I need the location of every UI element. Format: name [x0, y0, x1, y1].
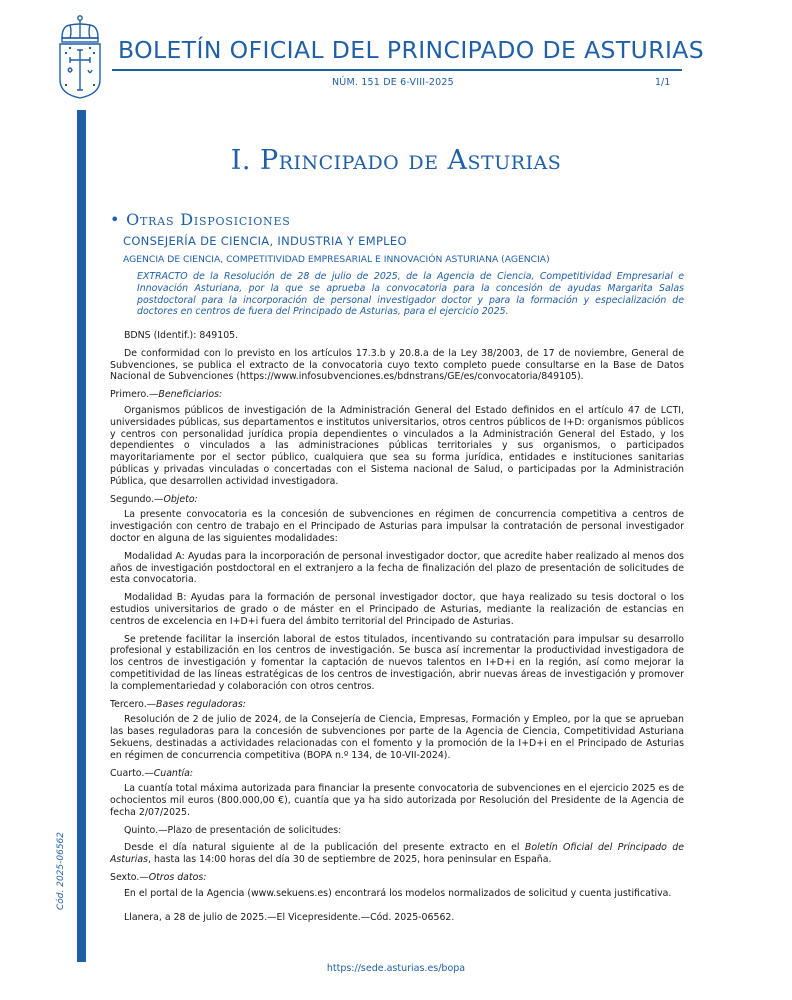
bdns-id: BDNS (Identif.): 849105. [124, 330, 239, 341]
issue-number: NÚM. 151 DE 6-VIII-2025 [332, 77, 454, 88]
extract-title: EXTRACTO de la Resolución de 28 de julio de 2025, de la Agencia de Ciencia, Competitividad Empresarial e Innovación Asturiana, por la que se aprueba la convocatoria para la concesión de ayudas Margarita Salas postdoctoral para la incorporación de personal investigador doctor y para la formación y especialización de doctores en centros de fuera del Principado de Asturias, para el ejercicio 2025. [137, 271, 684, 318]
section-heading-primero: Primero.—Beneficiarios: [110, 389, 223, 401]
quinto-paragraph: Desde el día natural siguiente al de la publicación del presente extracto en el Boletín Oficial del Principado de Asturias, hasta las 14:00 horas del día 30 de septiembre de 2025, hora peninsular en España. [110, 842, 684, 866]
cuarto-paragraph: La cuantía total máxima autorizada para financiar la presente convocatoria de subvenciones en el ejercicio 2025 es de ochocientos mil euros (800.000,00 €), cuantía que ya ha sido autorizada por Resolución del Presidente de la Agencia de fecha 2/07/2025. [110, 783, 684, 818]
side-bar [77, 110, 86, 962]
bulletin-title: BOLETÍN OFICIAL DEL PRINCIPADO DE ASTURIAS [118, 36, 705, 64]
side-code: Cód. 2025-06562 [56, 831, 66, 910]
segundo-paragraph-2: Modalidad A: Ayudas para la incorporación de personal investigador doctor, que acredite haber realizado al menos dos años de investigación postdoctoral en el extranjero a la fecha de finalización del plazo de presentación de solicitudes de esta convocatoria. [110, 550, 684, 586]
section-heading-quinto: Quinto.—Plazo de presentación de solicitudes: [124, 824, 342, 836]
page-number: 1/1 [655, 77, 671, 88]
primero-paragraph: Organismos públicos de investigación de la Administración General del Estado definidos en el artículo 47 de LCTI, universidades públicas, sus departamentos e institutos universitarios, otros centros públicos de I+D: organismos públicos y centros con personalidad jurídica propia dependientes o vinculados a la Administración General del Estado, y los dependientes o vinculados a las administraciones públicas territoriales y sus organismos, o participados mayoritariamente por el sector público, cualquiera que sea su forma jurídica, entidades e instituciones sanitarias públicas y privadas vinculadas o concertadas con el Sistema nacional de Salud, o participadas por la Administración Pública, que desarrollen actividad investigadora. [110, 404, 684, 487]
coat-of-arms-logo [56, 14, 104, 100]
section-heading-cuarto: Cuarto.—Cuantía: [110, 767, 194, 779]
tercero-paragraph: Resolución de 2 de julio de 2024, de la Consejería de Ciencia, Empresas, Formación y Empleo, por la que se aprueban las bases reguladoras para la concesión de subvenciones por parte de la Agencia de Ciencia, Competitividad Asturiana Sekuens, destinadas a actividades relacionadas con el fomento y la promoción de la I+D+i en el Principado de Asturias en régimen de concurrencia competitiva (BOPA n.º 134, de 10-VII-2024). [110, 714, 684, 761]
sexto-paragraph: En el portal de la Agencia (www.sekuens.es) encontrará los modelos normalizados de solicitud y cuenta justificativa. [124, 887, 672, 899]
header-rule [112, 69, 682, 71]
segundo-paragraph-3: Modalidad B: Ayudas para la formación de personal investigador doctor, que haya realizado su tesis doctoral o los estudios universitarios de grado o de máster en el Principado de Asturias, mediante la realización de estancias en centros de excelencia en I+D+i fuera del ámbito territorial del Principado de Asturias. [110, 592, 684, 627]
section-heading-segundo: Segundo.—Objeto: [110, 493, 198, 505]
segundo-paragraph-4: Se pretende facilitar la inserción laboral de estos titulados, incentivando su contratación para impulsar su desarrollo profesional y estabilización en los centros de investigación. Se busca así incrementar la productividad investigadora de los centros de investigación y fomentar la captación de nuevos talentos en I+D+i en la región, así como mejorar la competitividad de las líneas estratégicas de los centros de investigación, abrir nuevas áreas de investigación y promover la complementariedad y colaboración con otros centros. [110, 633, 684, 692]
section-title: I. Principado de Asturias [230, 145, 562, 176]
signature-line: Llanera, a 28 de julio de 2025.—El Vicepresidente.—Cód. 2025-06562. [124, 911, 455, 923]
category-title: • Otras Disposiciones [110, 210, 291, 229]
footer-url-link[interactable]: https://sede.asturias.es/bopa [326, 963, 466, 974]
agency-name: AGENCIA DE CIENCIA, COMPETITIVIDAD EMPRESARIAL E INNOVACIÓN ASTURIANA (AGENCIA) [123, 254, 550, 265]
section-heading-tercero: Tercero.—Bases reguladoras: [110, 698, 246, 710]
section-heading-sexto: Sexto.—Otros datos: [110, 872, 207, 884]
document-body [110, 330, 684, 923]
intro-paragraph: De conformidad con lo previsto en los artículos 17.3.b y 20.8.a de la Ley 38/2003, de 17 de noviembre, General de Subvenciones, se publica el extracto de la convocatoria cuyo texto completo puede consultarse en la Base de Datos Nacional de Subvenciones (https://www.infosubvenciones.es/bdnstrans/GE/es/convocatoria/849105). [110, 347, 684, 383]
department-name: CONSEJERÍA DE CIENCIA, INDUSTRIA Y EMPLEO [123, 234, 407, 248]
segundo-paragraph-1: La presente convocatoria es la concesión de subvenciones en régimen de concurrencia competitiva a centros de investigación con centro de trabajo en el Principado de Asturias para impulsar la contratación de personal investigador doctor en alguna de las siguientes modalidades: [110, 509, 684, 544]
